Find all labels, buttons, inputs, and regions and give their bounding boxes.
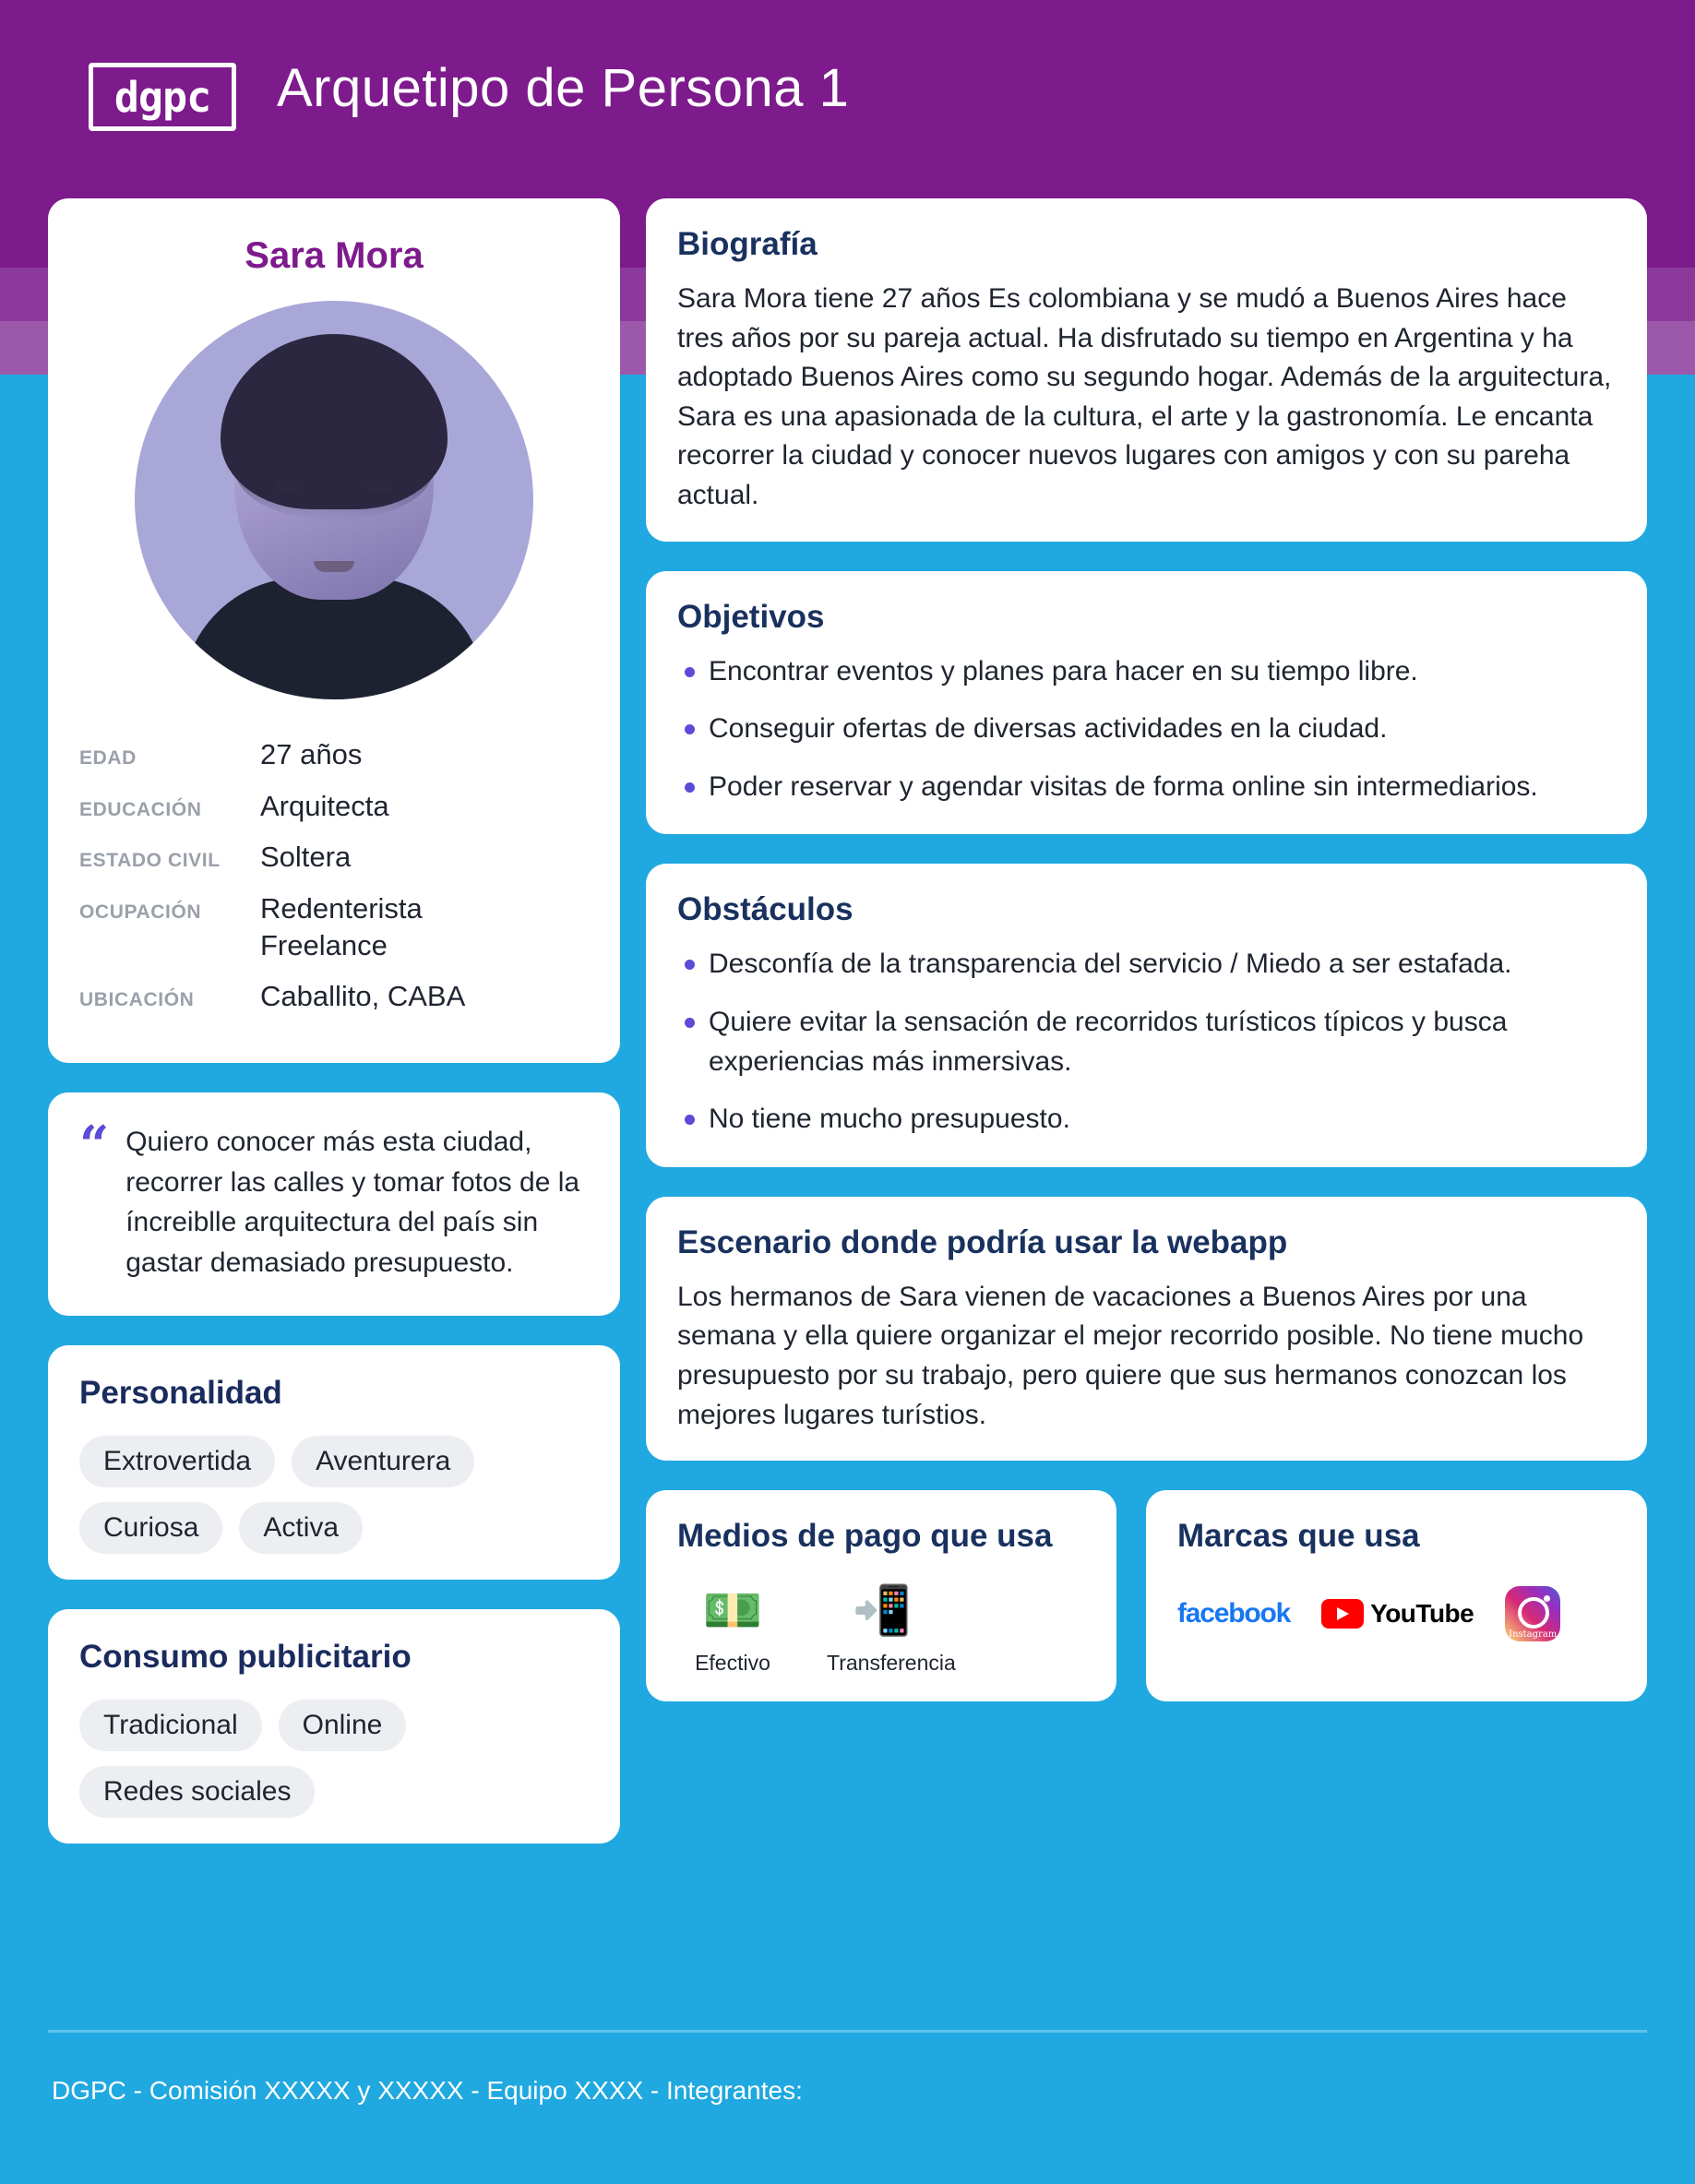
scenario-text: Los hermanos de Sara vienen de vacaciones a Buenos Aires por una semana y ella quiere organizar el mejor recorrido posible. No tiene mucho presupuesto por su trabajo, pero quiere que sus hermanos conozcan los mejores lugares turístios.	[677, 1281, 1584, 1430]
personality-card	[48, 1345, 620, 1580]
right-column	[646, 198, 1647, 1731]
avatar-mouth	[314, 561, 354, 572]
page-title: Arquetipo de Persona 1	[277, 58, 850, 118]
list-item: Conseguir ofertas de diversas actividades en la ciudad.	[709, 710, 1616, 749]
attribute-value: 27 años	[260, 738, 363, 770]
biography-card	[646, 198, 1647, 542]
quote-card	[48, 1092, 620, 1316]
list-item: Desconfía de la transparencia del servicio / Miedo a ser estafada.	[709, 945, 1616, 985]
brands-title: Marcas que usa	[1177, 1518, 1420, 1555]
youtube-label: YouTube	[1370, 1599, 1474, 1629]
attribute-row-ocupacion	[79, 890, 589, 963]
objectives-card	[646, 571, 1647, 835]
chip: Activa	[239, 1502, 363, 1554]
objectives-title: Objetivos	[677, 598, 825, 635]
chip: Redes sociales	[79, 1766, 315, 1818]
list-item: Poder reservar y agendar visitas de forma online sin intermediarios.	[709, 768, 1616, 807]
payment-item-transferencia	[827, 1581, 956, 1676]
attribute-row-estado-civil	[79, 839, 589, 876]
biography-text: Sara Mora tiene 27 años Es colombiana y se mudó a Buenos Aires hace tres años por su pareja actual. Ha disfrutado su tiempo en Argentina y ha adoptado Buenos Aires como su segundo hogar. Además de la arguitectura, Sara es una apasionada de la cultura, el arte y la gastronomía. Le encanta recorrer la ciudad y conocer nuevos lugares con amigos y con su pareha actual.	[677, 283, 1612, 510]
youtube-logo	[1321, 1599, 1474, 1629]
avatar-eye-right	[365, 482, 393, 492]
attribute-label: UBICACIÓN	[79, 989, 195, 1011]
chip: Tradicional	[79, 1700, 262, 1751]
obstacles-list	[677, 945, 1616, 1139]
facebook-logo: facebook	[1177, 1598, 1291, 1629]
avatar-hair	[221, 334, 448, 509]
ad-consumption-chips	[79, 1700, 589, 1818]
attribute-value: Soltera	[260, 841, 352, 874]
attribute-value: Redenterista Freelance	[260, 892, 423, 961]
persona-name: Sara Mora	[245, 235, 424, 276]
chip: Aventurera	[292, 1436, 474, 1487]
avatar-eye-left	[275, 482, 303, 492]
left-column	[48, 198, 620, 1873]
chip: Curiosa	[79, 1502, 222, 1554]
obstacles-title: Obstáculos	[677, 891, 853, 928]
objectives-list	[677, 652, 1616, 807]
attribute-row-edad	[79, 736, 589, 773]
brands-card	[1146, 1490, 1647, 1701]
payment-item-efectivo	[677, 1581, 788, 1676]
footer-divider	[48, 2030, 1647, 2033]
cash-icon: 💵	[702, 1584, 763, 1639]
obstacles-card	[646, 864, 1647, 1166]
quote-icon: “	[79, 1115, 110, 1176]
quote-text: Quiero conocer más esta ciudad, recorrer las calles y tomar fotos de la íncreiblle arquitectura del país sin gastar demasiado presupuesto.	[125, 1127, 580, 1278]
payment-label: Transferencia	[827, 1651, 956, 1676]
avatar	[135, 301, 533, 699]
personality-title: Personalidad	[79, 1375, 282, 1412]
list-item: No tiene mucho presupuesto.	[709, 1100, 1616, 1140]
play-icon	[1321, 1599, 1364, 1629]
attribute-label: EDUCACIÓN	[79, 798, 202, 820]
bottom-row	[646, 1490, 1647, 1731]
attribute-value: Caballito, CABA	[260, 980, 466, 1013]
ad-consumption-title: Consumo publicitario	[79, 1639, 412, 1676]
scenario-card	[646, 1197, 1647, 1461]
attribute-label: EDAD	[79, 747, 137, 769]
ad-consumption-card	[48, 1609, 620, 1844]
mobile-transfer-icon: 📲	[852, 1584, 913, 1639]
profile-card	[48, 198, 620, 1063]
attribute-row-educacion	[79, 788, 589, 825]
attribute-row-ubicacion	[79, 978, 589, 1015]
list-item: Encontrar eventos y planes para hacer en su tiempo libre.	[709, 652, 1616, 692]
dgpc-logo: dgpc	[89, 63, 236, 131]
payments-card	[646, 1490, 1116, 1701]
attribute-label: OCUPACIÓN	[79, 901, 202, 924]
footer-text: DGPC - Comisión XXXXX y XXXXX - Equipo XXXX - Integrantes:	[52, 2076, 803, 2105]
scenario-title: Escenario donde podría usar la webapp	[677, 1223, 1288, 1260]
instagram-logo	[1505, 1586, 1560, 1641]
payment-label: Efectivo	[695, 1651, 770, 1676]
attribute-label: ESTADO CIVIL	[79, 850, 221, 872]
payments-items	[677, 1571, 1085, 1676]
attribute-value: Arquitecta	[260, 789, 389, 822]
biography-title: Biografía	[677, 226, 818, 262]
brands-items	[1177, 1571, 1616, 1641]
instagram-label: Instagram	[1509, 1629, 1558, 1641]
chip: Online	[279, 1700, 407, 1751]
chip: Extrovertida	[79, 1436, 275, 1487]
personality-chips	[79, 1436, 589, 1554]
list-item: Quiere evitar la sensación de recorridos turísticos típicos y busca experiencias más inmersivas.	[709, 1003, 1616, 1081]
payments-title: Medios de pago que usa	[677, 1518, 1053, 1555]
